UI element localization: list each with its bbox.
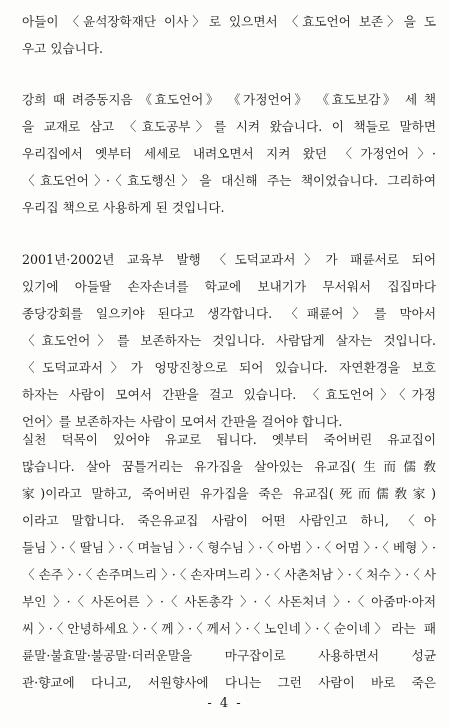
paragraph-line: 륜말·불효말·불공말·더러운말을 마구잡이로 사용하면서 성균 <box>22 648 436 663</box>
paragraph-line: 있기에 아들딸 손자손녀를 학교에 보내기가 무서워서 집집마다 <box>22 279 436 294</box>
paragraph-line: 〈효도언어〉를 보존하자는 것입니다. 사람답게 살자는 것입니다. <box>22 333 436 348</box>
paragraph-line: 하자는 사람이 모여서 간판을 걸고 있습니다. 〈효도언어〉〈가정 <box>22 387 436 402</box>
paragraph-line: 들님〉·〈딸님〉·〈며늘님〉·〈형수님〉·〈아범〉·〈어멈〉·〈베형〉· <box>22 540 436 555</box>
page-number: - 4 - <box>207 696 243 711</box>
paragraph-line: 씨〉·〈안녕하세요〉·〈께〉·〈께서〉·〈노인네〉·〈순이네〉라는 패 <box>22 621 436 636</box>
paragraph-line: 우리집 책으로 사용하게 된 것입니다. <box>22 200 225 215</box>
paragraph-line: 이라고 말합니다. 죽은유교집 사람이 어떤 사람인고 하니, 〈아 <box>22 513 436 528</box>
paragraph-line: 우고 있습니다. <box>22 41 103 56</box>
paragraph-3 <box>22 246 436 435</box>
paragraph-line: 관·향교에 다니고, 서원향사에 다니는 그런 사람이 바로 죽은 <box>22 675 436 690</box>
paragraph-line: 종당강회를 일으키야 된다고 생각합니다. 〈패륜어〉를 막아서 <box>22 306 436 321</box>
paragraph-line: 언어〉를 보존하자는 사람이 모여서 간판을 걸어야 합니다. <box>22 414 343 429</box>
paragraph-line: 〈효도언어〉·〈효도행신〉을 대신해 주는 책이었습니다. 그리하여 <box>22 173 436 188</box>
paragraph-line: 家)이라고 말하고, 죽어버린 유가집을 죽은 유교집(死而儒敎家) <box>22 486 436 501</box>
paragraph-line: 실천 덕목이 있어야 유교로 됩니다. 옛부터 죽어버린 유교집이 <box>22 432 436 447</box>
paragraph-line: 〈도덕교과서〉가 엉망진창으로 되어 있습니다. 자연환경을 보호 <box>22 360 436 375</box>
paragraph-line: 2001년·2002년 교육부 발행 〈도덕교과서〉가 패륜서로 되어 <box>22 252 436 267</box>
paragraph-line: 부인〉·〈사돈어른〉·〈사돈총각〉·〈사돈처녀〉·〈아줌마·아저 <box>22 594 436 609</box>
paragraph-line: 아들이 〈윤석장학재단 이사〉로 있으면서 〈효도언어 보존〉을 도 <box>22 14 436 29</box>
paragraph-4 <box>22 426 436 696</box>
paragraph-line: 을 교재로 삼고 〈효도공부〉를 시켜 왔습니다. 이 책들로 말하면 <box>22 119 436 134</box>
paragraph-2 <box>22 86 436 221</box>
paragraph-line: 〈손주〉·〈손주며느리〉·〈손자며느리〉·〈사촌처남〉·〈처수〉·〈사 <box>22 567 436 582</box>
paragraph-line: 강희 때 려증동지음 《효도언어》 《가정언어》 《효도보감》 세 책 <box>22 92 436 107</box>
paragraph-line: 많습니다. 살아 꿈틀거리는 유가집을 살아있는 유교집(生而儒敎 <box>22 459 436 474</box>
paragraph-line: 우리집에서 옛부터 세세로 내려오면서 지켜 왔던 〈가정언어〉· <box>22 146 436 161</box>
paragraph-1 <box>22 8 436 62</box>
